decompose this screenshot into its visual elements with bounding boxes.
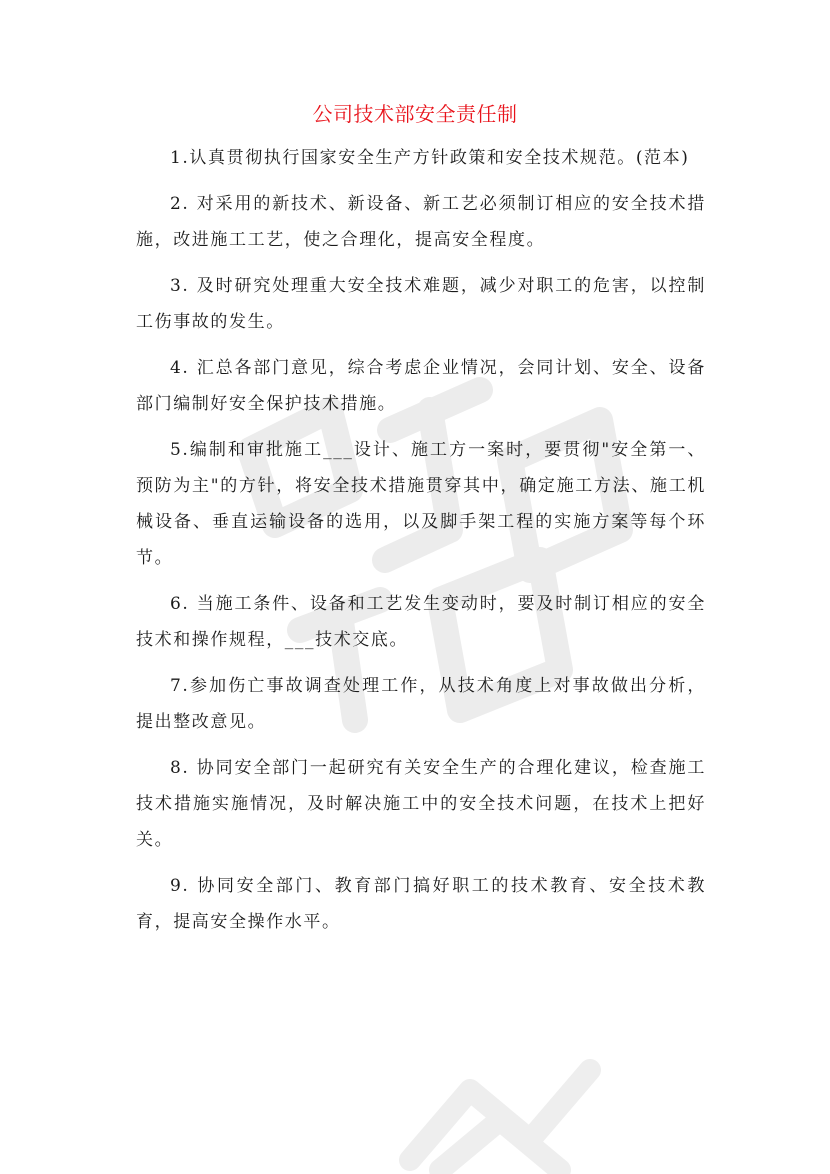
document-body: [136, 140, 706, 950]
paragraph-3: 3. 及时研究处理重大安全技术难题，减少对职工的危害，以控制工伤事故的发生。: [136, 276, 706, 332]
watermark-graphic-bottom: [380, 1030, 640, 1174]
paragraph-8: 8. 协同安全部门一起研究有关安全生产的合理化建议，检查施工技术措施实施情况，及时解决施工中的安全技术问题，在技术上把好关。: [136, 758, 706, 850]
paragraph-2: 2. 对采用的新技术、新设备、新工艺必须制订相应的安全技术措施，改进施工工艺，使之合理化，提高安全程度。: [136, 194, 706, 250]
paragraph-4: 4. 汇总各部门意见，综合考虑企业情况，会同计划、安全、设备部门编制好安全保护技术措施。: [136, 358, 706, 414]
paragraph-6: 6. 当施工条件、设备和工艺发生变动时，要及时制订相应的安全技术和操作规程，___技术交底。: [136, 594, 706, 650]
paragraph-5: 5.编制和审批施工___设计、施工方一案时，要贯彻"安全第一、预防为主"的方针，将安全技术措施贯穿其中，确定施工方法、施工机械设备、垂直运输设备的选用，以及脚手架工程的实施方案等每个环节。: [136, 440, 706, 568]
document-title: 公司技术部安全责任制: [312, 102, 518, 126]
paragraph-9: 9. 协同安全部门、教育部门搞好职工的技术教育、安全技术教育，提高安全操作水平。: [136, 876, 706, 932]
paragraph-1: 1.认真贯彻执行国家安全生产方针政策和安全技术规范。(范本): [170, 148, 690, 168]
paragraph-7: 7.参加伤亡事故调查处理工作，从技术角度上对事故做出分析，提出整改意见。: [136, 676, 706, 732]
